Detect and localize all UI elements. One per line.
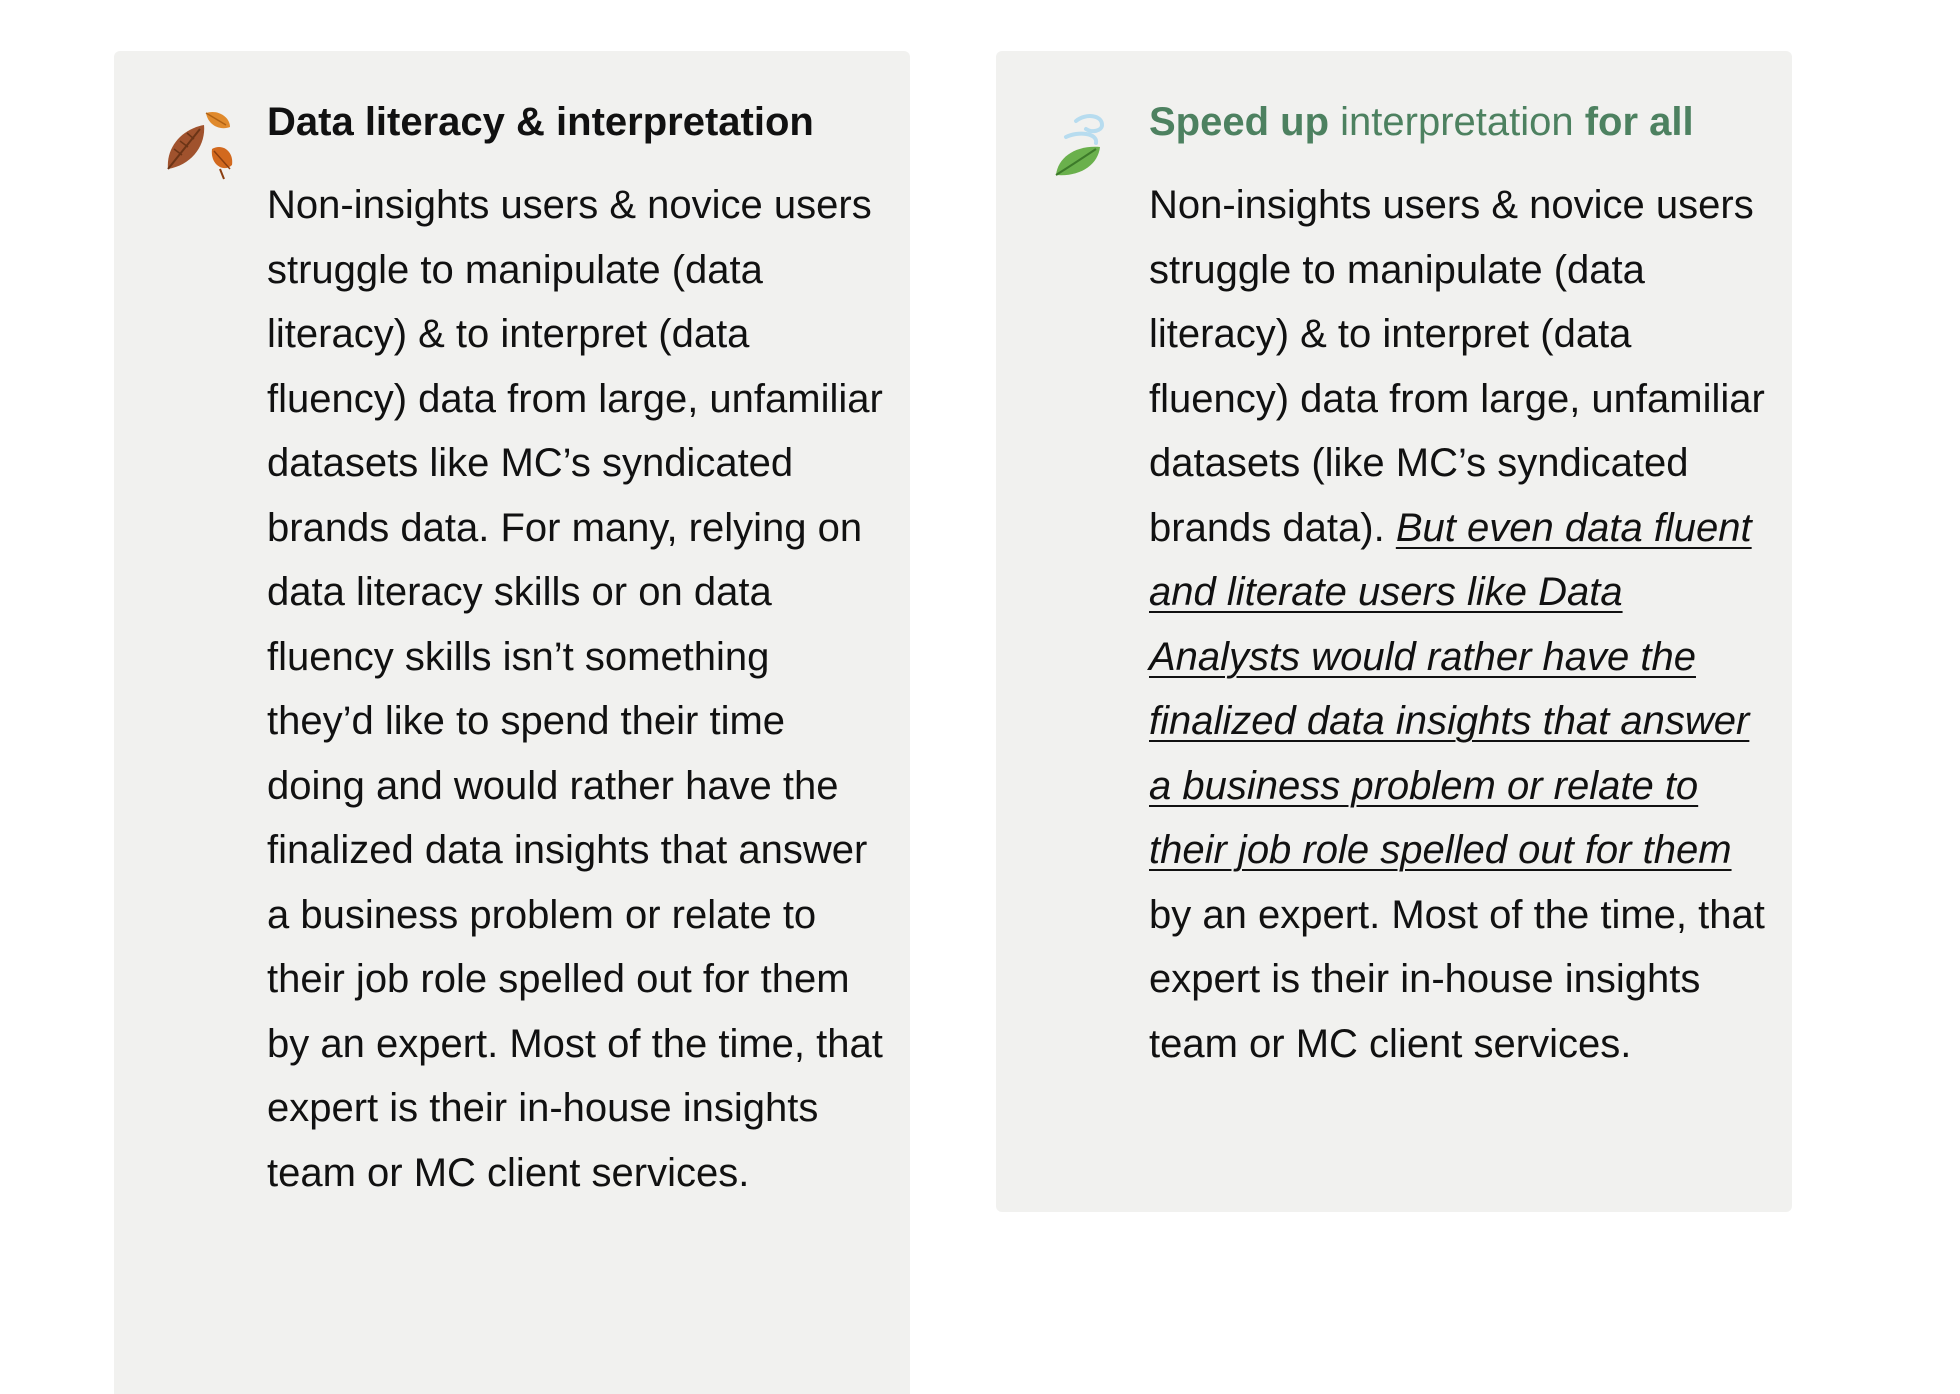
card-content xyxy=(267,97,887,1205)
card-content xyxy=(1149,97,1769,1076)
solution-card xyxy=(996,51,1792,1212)
body-outro: by an expert. Most of the time, that expert is their in-house insights team or MC client services. xyxy=(1149,892,1765,1066)
card-title xyxy=(1149,97,1769,147)
body-intro: Non-insights users & novice users struggle to manipulate (data literacy) & to interpret (data fluency) data from large, unfamiliar datasets (like MC’s syndicated brands data). xyxy=(1149,183,1765,550)
leaf-in-wind-icon xyxy=(1042,103,1122,183)
problem-card xyxy=(114,51,910,1394)
title-part-bold: Speed up xyxy=(1149,100,1330,144)
fallen-leaves-icon xyxy=(160,103,240,183)
card-body xyxy=(1149,173,1769,1076)
body-emphasis: But even data fluent and literate users like Data Analysts would rather have the finalized data insights that answer a business problem or relate to their job role spelled out for them xyxy=(1149,505,1752,872)
title-part-bold: for all xyxy=(1584,100,1694,144)
card-body: Non-insights users & novice users struggle to manipulate (data literacy) & to interpret (data fluency) data from large, unfamiliar datasets like MC’s syndicated brands data. For many, relying on data literacy skills or on data fluency skills isn’t something they’d like to spend their time doing and would rather have the finalized data insights that answer a business problem or relate to their job role spelled out for them by an expert. Most of the time, that expert is their in-house insights team or MC client services. xyxy=(267,183,883,1195)
card-title: Data literacy & interpretation xyxy=(267,100,814,144)
title-part-light: interpretation xyxy=(1329,100,1585,144)
